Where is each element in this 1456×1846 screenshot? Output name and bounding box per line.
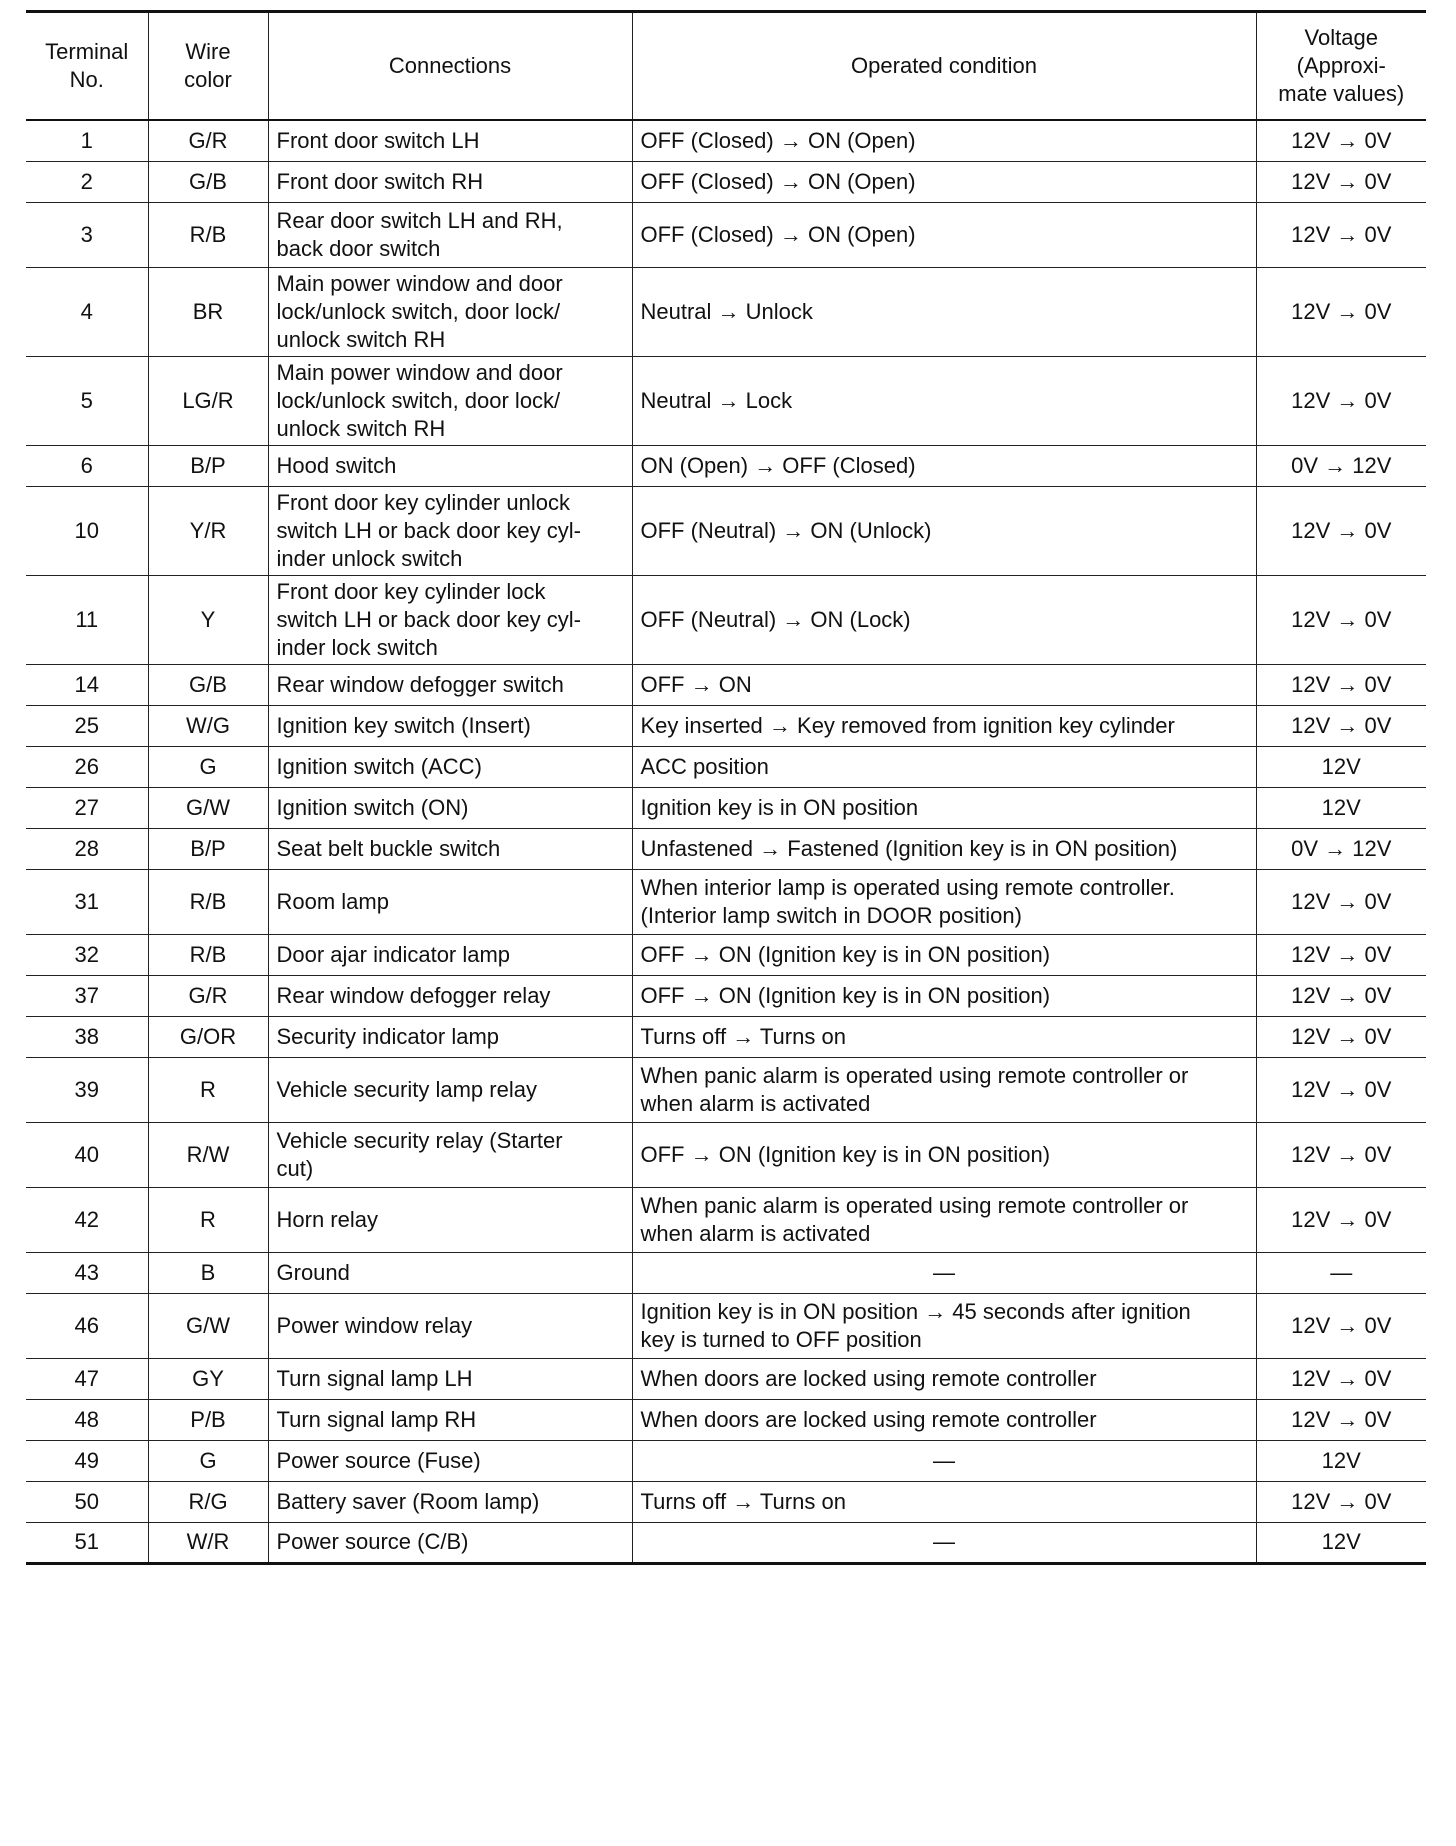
cell-wire-color: R: [148, 1187, 268, 1252]
cell-wire-color: G/B: [148, 161, 268, 202]
cell-connections: Power source (Fuse): [268, 1440, 632, 1481]
cell-voltage: 12V → 0V: [1256, 356, 1426, 445]
table-row: [26, 486, 1426, 575]
cell-voltage: 12V → 0V: [1256, 869, 1426, 934]
cell-operated-condition: When interior lamp is operated using remote controller. (Interior lamp switch in DOOR position): [632, 869, 1256, 934]
cell-terminal-no: 25: [26, 705, 148, 746]
table-row: [26, 267, 1426, 356]
cell-operated-condition: —: [632, 1522, 1256, 1563]
cell-terminal-no: 2: [26, 161, 148, 202]
cell-wire-color: R/B: [148, 934, 268, 975]
cell-operated-condition: When panic alarm is operated using remote controller or when alarm is activated: [632, 1057, 1256, 1122]
cell-voltage: 12V → 0V: [1256, 1016, 1426, 1057]
cell-voltage: 12V → 0V: [1256, 161, 1426, 202]
cell-terminal-no: 42: [26, 1187, 148, 1252]
cell-terminal-no: 50: [26, 1481, 148, 1522]
cell-operated-condition: OFF (Neutral) → ON (Lock): [632, 575, 1256, 664]
table-row: [26, 1358, 1426, 1399]
cell-terminal-no: 14: [26, 664, 148, 705]
table-body: [26, 120, 1426, 1563]
header-operated-condition: Operated condition: [632, 12, 1256, 121]
table-row: [26, 445, 1426, 486]
header-connections: Connections: [268, 12, 632, 121]
table-row: [26, 828, 1426, 869]
cell-connections: Power source (C/B): [268, 1522, 632, 1563]
table-row: [26, 1187, 1426, 1252]
cell-voltage: 0V → 12V: [1256, 828, 1426, 869]
cell-terminal-no: 28: [26, 828, 148, 869]
cell-wire-color: B/P: [148, 445, 268, 486]
cell-wire-color: G/OR: [148, 1016, 268, 1057]
header-terminal-no: Terminal No.: [26, 12, 148, 121]
cell-operated-condition: OFF → ON: [632, 664, 1256, 705]
cell-wire-color: P/B: [148, 1399, 268, 1440]
cell-operated-condition: ACC position: [632, 746, 1256, 787]
table-row: [26, 1399, 1426, 1440]
cell-voltage: 0V → 12V: [1256, 445, 1426, 486]
cell-voltage: 12V: [1256, 1522, 1426, 1563]
cell-connections: Front door switch LH: [268, 120, 632, 161]
cell-voltage: 12V → 0V: [1256, 1481, 1426, 1522]
cell-operated-condition: Neutral → Lock: [632, 356, 1256, 445]
cell-terminal-no: 46: [26, 1293, 148, 1358]
cell-wire-color: BR: [148, 267, 268, 356]
cell-terminal-no: 39: [26, 1057, 148, 1122]
cell-operated-condition: When doors are locked using remote controller: [632, 1399, 1256, 1440]
cell-voltage: 12V → 0V: [1256, 267, 1426, 356]
cell-operated-condition: OFF (Neutral) → ON (Unlock): [632, 486, 1256, 575]
cell-connections: Ignition switch (ACC): [268, 746, 632, 787]
cell-operated-condition: Unfastened → Fastened (Ignition key is in ON position): [632, 828, 1256, 869]
cell-voltage: 12V → 0V: [1256, 1358, 1426, 1399]
cell-wire-color: LG/R: [148, 356, 268, 445]
table-row: [26, 1293, 1426, 1358]
cell-connections: Vehicle security relay (Starter cut): [268, 1122, 632, 1187]
cell-terminal-no: 26: [26, 746, 148, 787]
cell-operated-condition: OFF → ON (Ignition key is in ON position): [632, 934, 1256, 975]
cell-wire-color: W/G: [148, 705, 268, 746]
cell-voltage: 12V → 0V: [1256, 664, 1426, 705]
cell-terminal-no: 48: [26, 1399, 148, 1440]
table-row: [26, 1481, 1426, 1522]
cell-operated-condition: ON (Open) → OFF (Closed): [632, 445, 1256, 486]
table-row: [26, 575, 1426, 664]
cell-connections: Turn signal lamp RH: [268, 1399, 632, 1440]
cell-wire-color: R/W: [148, 1122, 268, 1187]
cell-wire-color: G/R: [148, 120, 268, 161]
cell-connections: Rear window defogger switch: [268, 664, 632, 705]
table-row: [26, 120, 1426, 161]
cell-terminal-no: 6: [26, 445, 148, 486]
cell-operated-condition: Turns off → Turns on: [632, 1481, 1256, 1522]
cell-connections: Vehicle security lamp relay: [268, 1057, 632, 1122]
cell-voltage: 12V → 0V: [1256, 1122, 1426, 1187]
cell-wire-color: R/B: [148, 869, 268, 934]
cell-voltage: 12V → 0V: [1256, 1187, 1426, 1252]
cell-connections: Rear window defogger relay: [268, 975, 632, 1016]
cell-wire-color: G: [148, 746, 268, 787]
table-row: [26, 1122, 1426, 1187]
cell-voltage: 12V → 0V: [1256, 1057, 1426, 1122]
cell-wire-color: R/G: [148, 1481, 268, 1522]
table-row: [26, 664, 1426, 705]
table-row: [26, 1252, 1426, 1293]
cell-terminal-no: 11: [26, 575, 148, 664]
cell-connections: Front door key cylinder unlock switch LH or back door key cyl- inder unlock switch: [268, 486, 632, 575]
table-row: [26, 934, 1426, 975]
cell-terminal-no: 31: [26, 869, 148, 934]
cell-terminal-no: 38: [26, 1016, 148, 1057]
cell-terminal-no: 49: [26, 1440, 148, 1481]
cell-voltage: 12V → 0V: [1256, 1399, 1426, 1440]
cell-connections: Rear door switch LH and RH, back door switch: [268, 202, 632, 267]
header-voltage: Voltage (Approxi- mate values): [1256, 12, 1426, 121]
cell-voltage: 12V → 0V: [1256, 120, 1426, 161]
cell-wire-color: Y: [148, 575, 268, 664]
cell-voltage: 12V → 0V: [1256, 202, 1426, 267]
table-row: [26, 1440, 1426, 1481]
cell-operated-condition: OFF (Closed) → ON (Open): [632, 120, 1256, 161]
cell-connections: Ignition key switch (Insert): [268, 705, 632, 746]
cell-operated-condition: OFF → ON (Ignition key is in ON position): [632, 975, 1256, 1016]
cell-operated-condition: Key inserted → Key removed from ignition key cylinder: [632, 705, 1256, 746]
cell-wire-color: G: [148, 1440, 268, 1481]
cell-voltage: 12V: [1256, 787, 1426, 828]
cell-wire-color: B: [148, 1252, 268, 1293]
cell-operated-condition: Ignition key is in ON position: [632, 787, 1256, 828]
cell-connections: Front door key cylinder lock switch LH or back door key cyl- inder lock switch: [268, 575, 632, 664]
cell-wire-color: B/P: [148, 828, 268, 869]
cell-connections: Power window relay: [268, 1293, 632, 1358]
cell-wire-color: GY: [148, 1358, 268, 1399]
cell-wire-color: G/W: [148, 787, 268, 828]
cell-connections: Ignition switch (ON): [268, 787, 632, 828]
cell-operated-condition: OFF (Closed) → ON (Open): [632, 202, 1256, 267]
cell-operated-condition: —: [632, 1252, 1256, 1293]
cell-voltage: —: [1256, 1252, 1426, 1293]
cell-connections: Horn relay: [268, 1187, 632, 1252]
cell-operated-condition: —: [632, 1440, 1256, 1481]
cell-connections: Room lamp: [268, 869, 632, 934]
cell-terminal-no: 27: [26, 787, 148, 828]
cell-terminal-no: 43: [26, 1252, 148, 1293]
cell-connections: Turn signal lamp LH: [268, 1358, 632, 1399]
table-row: [26, 202, 1426, 267]
cell-operated-condition: When panic alarm is operated using remote controller or when alarm is activated: [632, 1187, 1256, 1252]
table-row: [26, 787, 1426, 828]
cell-wire-color: G/B: [148, 664, 268, 705]
cell-wire-color: R/B: [148, 202, 268, 267]
cell-voltage: 12V → 0V: [1256, 1293, 1426, 1358]
terminal-table: [26, 10, 1426, 1565]
table-row: [26, 356, 1426, 445]
cell-voltage: 12V: [1256, 746, 1426, 787]
cell-voltage: 12V → 0V: [1256, 705, 1426, 746]
cell-terminal-no: 4: [26, 267, 148, 356]
header-row: [26, 12, 1426, 121]
table-row: [26, 869, 1426, 934]
cell-voltage: 12V → 0V: [1256, 934, 1426, 975]
table-row: [26, 1016, 1426, 1057]
cell-terminal-no: 37: [26, 975, 148, 1016]
table-row: [26, 1057, 1426, 1122]
cell-wire-color: Y/R: [148, 486, 268, 575]
table-row: [26, 1522, 1426, 1563]
cell-operated-condition: When doors are locked using remote controller: [632, 1358, 1256, 1399]
cell-wire-color: W/R: [148, 1522, 268, 1563]
cell-operated-condition: Neutral → Unlock: [632, 267, 1256, 356]
cell-wire-color: G/W: [148, 1293, 268, 1358]
table-header: [26, 12, 1426, 121]
cell-wire-color: G/R: [148, 975, 268, 1016]
cell-connections: Ground: [268, 1252, 632, 1293]
cell-voltage: 12V → 0V: [1256, 575, 1426, 664]
cell-terminal-no: 40: [26, 1122, 148, 1187]
cell-voltage: 12V → 0V: [1256, 975, 1426, 1016]
cell-voltage: 12V → 0V: [1256, 486, 1426, 575]
cell-connections: Hood switch: [268, 445, 632, 486]
cell-connections: Main power window and door lock/unlock switch, door lock/ unlock switch RH: [268, 267, 632, 356]
cell-connections: Seat belt buckle switch: [268, 828, 632, 869]
table-row: [26, 705, 1426, 746]
table-row: [26, 161, 1426, 202]
cell-operated-condition: Ignition key is in ON position → 45 seconds after ignition key is turned to OFF position: [632, 1293, 1256, 1358]
cell-wire-color: R: [148, 1057, 268, 1122]
cell-terminal-no: 1: [26, 120, 148, 161]
cell-terminal-no: 51: [26, 1522, 148, 1563]
terminal-table-container: [26, 10, 1426, 1565]
cell-operated-condition: Turns off → Turns on: [632, 1016, 1256, 1057]
cell-connections: Security indicator lamp: [268, 1016, 632, 1057]
table-row: [26, 975, 1426, 1016]
cell-operated-condition: OFF (Closed) → ON (Open): [632, 161, 1256, 202]
table-row: [26, 746, 1426, 787]
cell-terminal-no: 10: [26, 486, 148, 575]
cell-connections: Main power window and door lock/unlock switch, door lock/ unlock switch RH: [268, 356, 632, 445]
cell-connections: Door ajar indicator lamp: [268, 934, 632, 975]
cell-voltage: 12V: [1256, 1440, 1426, 1481]
cell-operated-condition: OFF → ON (Ignition key is in ON position): [632, 1122, 1256, 1187]
cell-terminal-no: 5: [26, 356, 148, 445]
cell-connections: Battery saver (Room lamp): [268, 1481, 632, 1522]
cell-terminal-no: 32: [26, 934, 148, 975]
cell-terminal-no: 47: [26, 1358, 148, 1399]
header-wire-color: Wire color: [148, 12, 268, 121]
cell-connections: Front door switch RH: [268, 161, 632, 202]
cell-terminal-no: 3: [26, 202, 148, 267]
